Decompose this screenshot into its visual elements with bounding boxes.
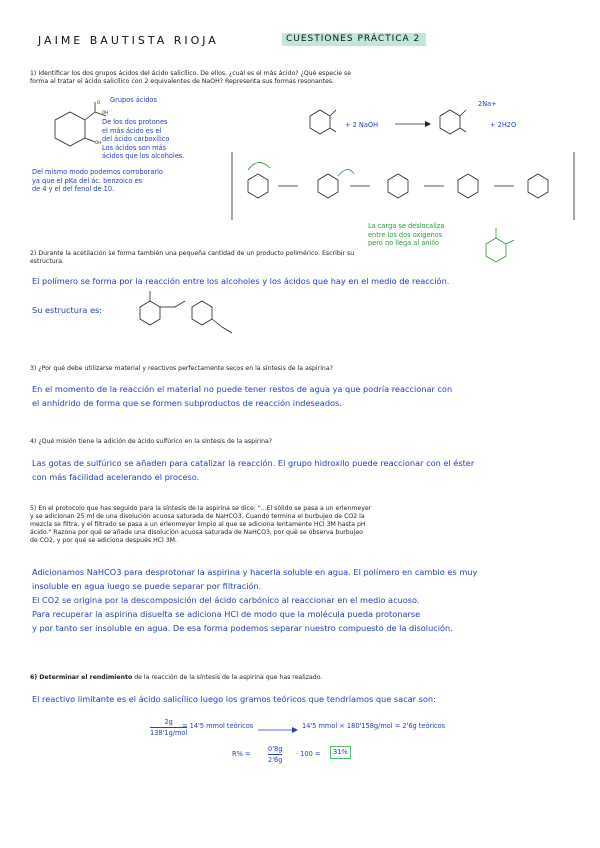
calc-denominator: 138'1g/mol [150,728,188,737]
q1-answer-line: ácidos que los alcoholes. [102,152,185,160]
q5-answer-line: Adicionamos NaHCO3 para desprotonar la aspirina y hacerla soluble en agua. El polímero en cambio es muy [32,567,478,577]
question-5-line: 5) En el protocolo que has seguido para la síntesis de la aspirina se dice: "...El sólido se pasa a un erlenmeyer [30,505,372,512]
yield-label: R% = [232,750,251,758]
salicylic-acid-structure [40,100,110,160]
question-2: 2) Durante la acetilación se forma también una pequeña cantidad de un producto polimérico. Escribir su estructura. [30,250,355,265]
q1-answer [102,118,222,161]
yield-times: · 100 = [296,750,321,758]
green-note-line: pero no llega al anillo [368,239,440,247]
yield-numerator: 0'8g [268,745,283,753]
q1-note [32,168,212,194]
svg-text:OH: OH [102,110,109,115]
q5-answer-line: Para recuperar la aspirina disuelta se adiciona HCl de modo que la molécula pueda protonarse [32,609,421,619]
green-note-line: La carga se deslocaliza [368,222,445,230]
svg-text:OH: OH [95,140,102,145]
q1-answer-line: del ácido carboxílico [102,135,170,143]
q6-answer: El reactivo limitante es el ácido salicílico luego los gramos teóricos que tendríamos que sacar son: [32,694,436,704]
svg-text:O: O [97,100,101,105]
calc-equation: = 14'5 mmol teóricos [182,722,254,730]
reaction-products: + 2H2O [490,121,517,129]
acid-groups-label: Grupos ácidos [110,96,157,104]
question-6 [30,674,570,682]
q1-note-line: de 4 y el del fenol de 10. [32,185,115,193]
q4-answer-line: Las gotas de sulfúrico se añaden para catalizar la reacción. El grupo hidroxilo puede reaccionar con el éster [32,458,475,468]
q4-answer [32,456,592,484]
q1-note-line: Del mismo modo podemos corroborarlo [32,168,163,176]
question-6-rest: de la reacción de la síntesis de la aspirina que has realizado. [132,674,323,681]
reaction-reagent: + 2 NaOH [345,121,379,129]
q5-answer-line: El CO2 se origina por la descomposición del ácido carbónico al reaccionar en el medio acuoso. [32,595,420,605]
green-note [368,222,488,248]
resonance-forms [228,150,578,230]
yield-denominator: 2'6g [268,755,283,764]
question-4: 4) ¿Qué misión tiene la adición de ácido sulfúrico en la síntesis de la aspirina? [30,438,273,445]
calc-arrow [258,726,298,734]
question-1: 1) Identificar los dos grupos ácidos del ácido salicílico. De ellos, ¿cuál es el más ácido? ¿Qué especie se forma al tratar el ácido salicílico con 2 equivalentes de NaOH? Representa sus formas resonantes. [30,70,352,85]
q2-answer: El polímero se forma por la reacción entre los alcoholes y los ácidos que hay en el medio de reacción. [32,276,450,286]
green-carboxylate-structure [478,222,528,272]
sodium-label: 2Na+ [478,100,497,108]
author-name: JAIME BAUTISTA RIOJA [38,34,219,47]
calc-numerator: 2g [164,718,173,726]
question-3: 3) ¿Por qué debe utilizarse material y reactivos perfectamente secos en la síntesis de la aspirina? [30,365,333,372]
yield-result: 31% [330,746,351,759]
polymer-structure [130,275,250,345]
green-note-line: entre los dos oxígenos [368,230,443,239]
question-5-line: y se adicionan 25 ml de una disolución acuosa saturada de NaHCO3. Cuando termina el burbujeo de CO2 la [30,513,365,520]
q5-answer [32,565,592,635]
question-6-bold: 6) Determinar el rendimiento [30,674,133,681]
q2-structure-label: Su estructura es: [32,305,103,315]
q1-note-line: ya que el pKa del ác. benzoico es [32,176,143,185]
yield-fraction [268,745,282,764]
q1-answer-line: Los ácidos son más [102,143,167,152]
q1-answer-line: De los dos protones [102,118,168,126]
q3-answer [32,382,592,410]
question-5-line: ácido." Razona por qué se añade una disolución acuosa saturada de NaHCO3, por qué se observa burbujeo [30,529,363,536]
calc-result: 14'5 mmol × 180'158g/mol = 2'6g teóricos [302,722,446,730]
question-5-line: de CO2, y por qué se adiciona después HCl 3M. [30,537,177,544]
q3-answer-line: el anhídrido de forma que se formen subproductos de reacción indeseados. [32,398,342,408]
q5-answer-line: y por tanto ser insoluble en agua. De esa forma podemos separar nuestro compuesto de la disolución. [32,623,453,633]
reaction-scheme [300,96,560,146]
q5-answer-line: insoluble en agua luego se puede separar por filtración. [32,581,262,591]
question-5 [30,505,570,545]
q4-answer-line: con más facilidad acelerando el proceso. [32,472,200,482]
q3-answer-line: En el momento de la reacción el material no puede tener restos de agua ya que podría reaccionar con [32,384,453,394]
page-title: CUESTIONES PRÁCTICA 2 [282,33,426,46]
q1-answer-line: el más ácido es el [102,126,162,135]
question-5-line: mezcla se filtra, y el filtrado se pasa a un erlenmeyer limpio al que se adiciona lentamente HCl 3M hasta pH [30,521,366,528]
